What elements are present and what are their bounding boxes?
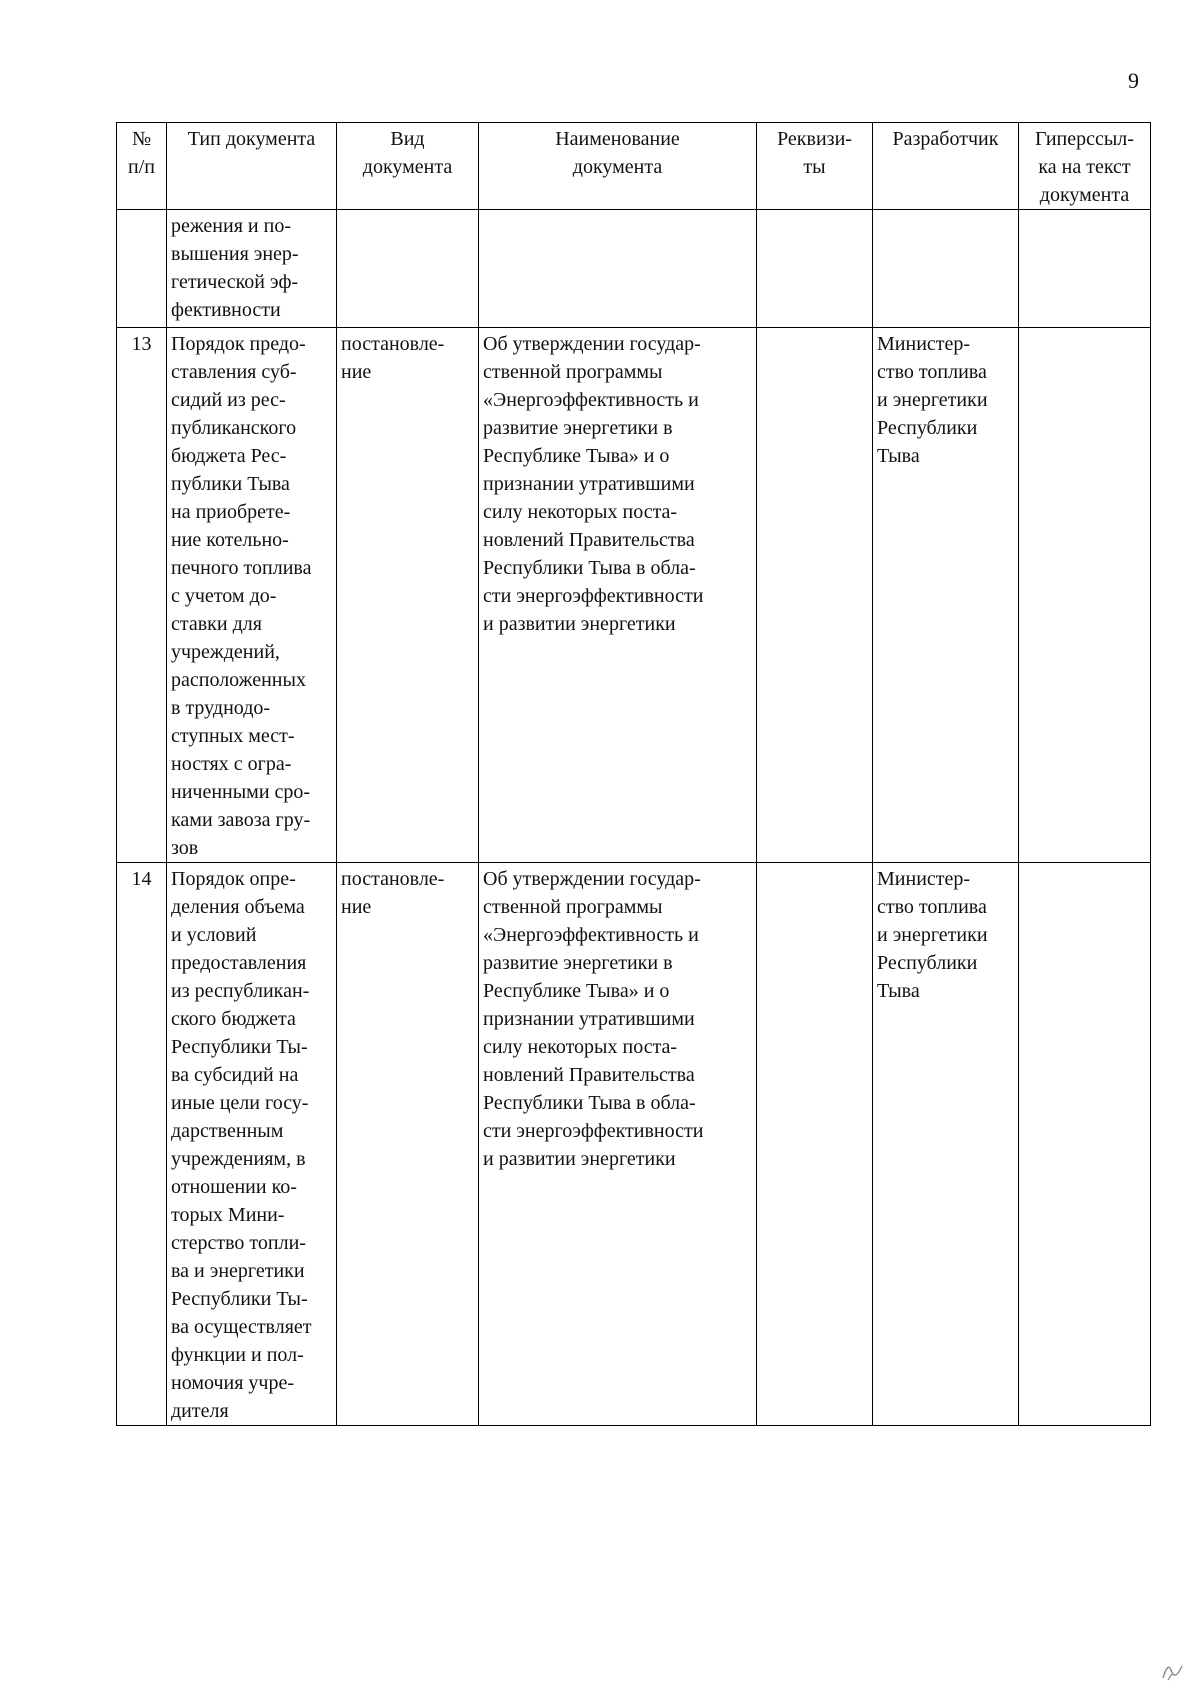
header-document-name: Наименование документа [479,123,757,210]
signature-scribble-icon [1160,1660,1186,1682]
row-document-kind: постановле- ние [337,328,479,863]
row-document-kind [337,210,479,328]
row-number: 13 [117,328,167,863]
header-details: Реквизи- ты [757,123,873,210]
row-developer: Министер- ство топлива и энергетики Республики Тыва [873,328,1019,863]
header-developer: Разработчик [873,123,1019,210]
table-header-row [117,123,1151,210]
row-number [117,210,167,328]
header-hyperlink: Гиперссыл- ка на текст документа [1019,123,1151,210]
row-document-type: Порядок предо- ставления суб- сидий из рес- публиканского бюджета Рес- публики Тыва на приобрете- ние котельно- печного топлива с учетом до- ставки для учреждений, расположенных в труднодо- ступных мест- ностях с огра- ниченными сро- ками завоза гру- зов [167,328,337,863]
row-hyperlink [1019,863,1151,1426]
table-row [117,328,1151,863]
row-details [757,210,873,328]
row-hyperlink [1019,210,1151,328]
row-document-kind: постановле- ние [337,863,479,1426]
row-document-name: Об утверждении государ- ственной программы «Энергоэффективность и развитие энергетики в Республике Тыва» и о признании утратившими силу некоторых поста- новлений Правительства Республики Тыва в обла- сти энергоэффективности и развитии энергетики [479,863,757,1426]
documents-table [116,122,1151,1426]
row-details [757,328,873,863]
row-document-name: Об утверждении государ- ственной программы «Энергоэффективность и развитие энергетики в Республике Тыва» и о признании утратившими силу некоторых поста- новлений Правительства Республики Тыва в обла- сти энергоэффективности и развитии энергетики [479,328,757,863]
row-developer [873,210,1019,328]
row-details [757,863,873,1426]
table-row [117,210,1151,328]
row-number: 14 [117,863,167,1426]
handwritten-mark [1160,1660,1186,1687]
header-number: № п/п [117,123,167,210]
header-document-type: Тип документа [167,123,337,210]
row-document-type: режения и по- вышения энер- гетической эф- фективности [167,210,337,328]
page-number: 9 [1128,68,1139,93]
row-developer: Министер- ство топлива и энергетики Республики Тыва [873,863,1019,1426]
header-document-kind: Вид документа [337,123,479,210]
row-hyperlink [1019,328,1151,863]
row-document-type: Порядок опре- деления объема и условий предоставления из республикан- ского бюджета Республики Ты- ва субсидий на иные цели госу- дарственным учреждениям, в отношении ко- торых Мини- стерство топли- ва и энергетики Республики Ты- ва осуществляет функции и пол- номочия учре- дителя [167,863,337,1426]
row-document-name [479,210,757,328]
table-row [117,863,1151,1426]
